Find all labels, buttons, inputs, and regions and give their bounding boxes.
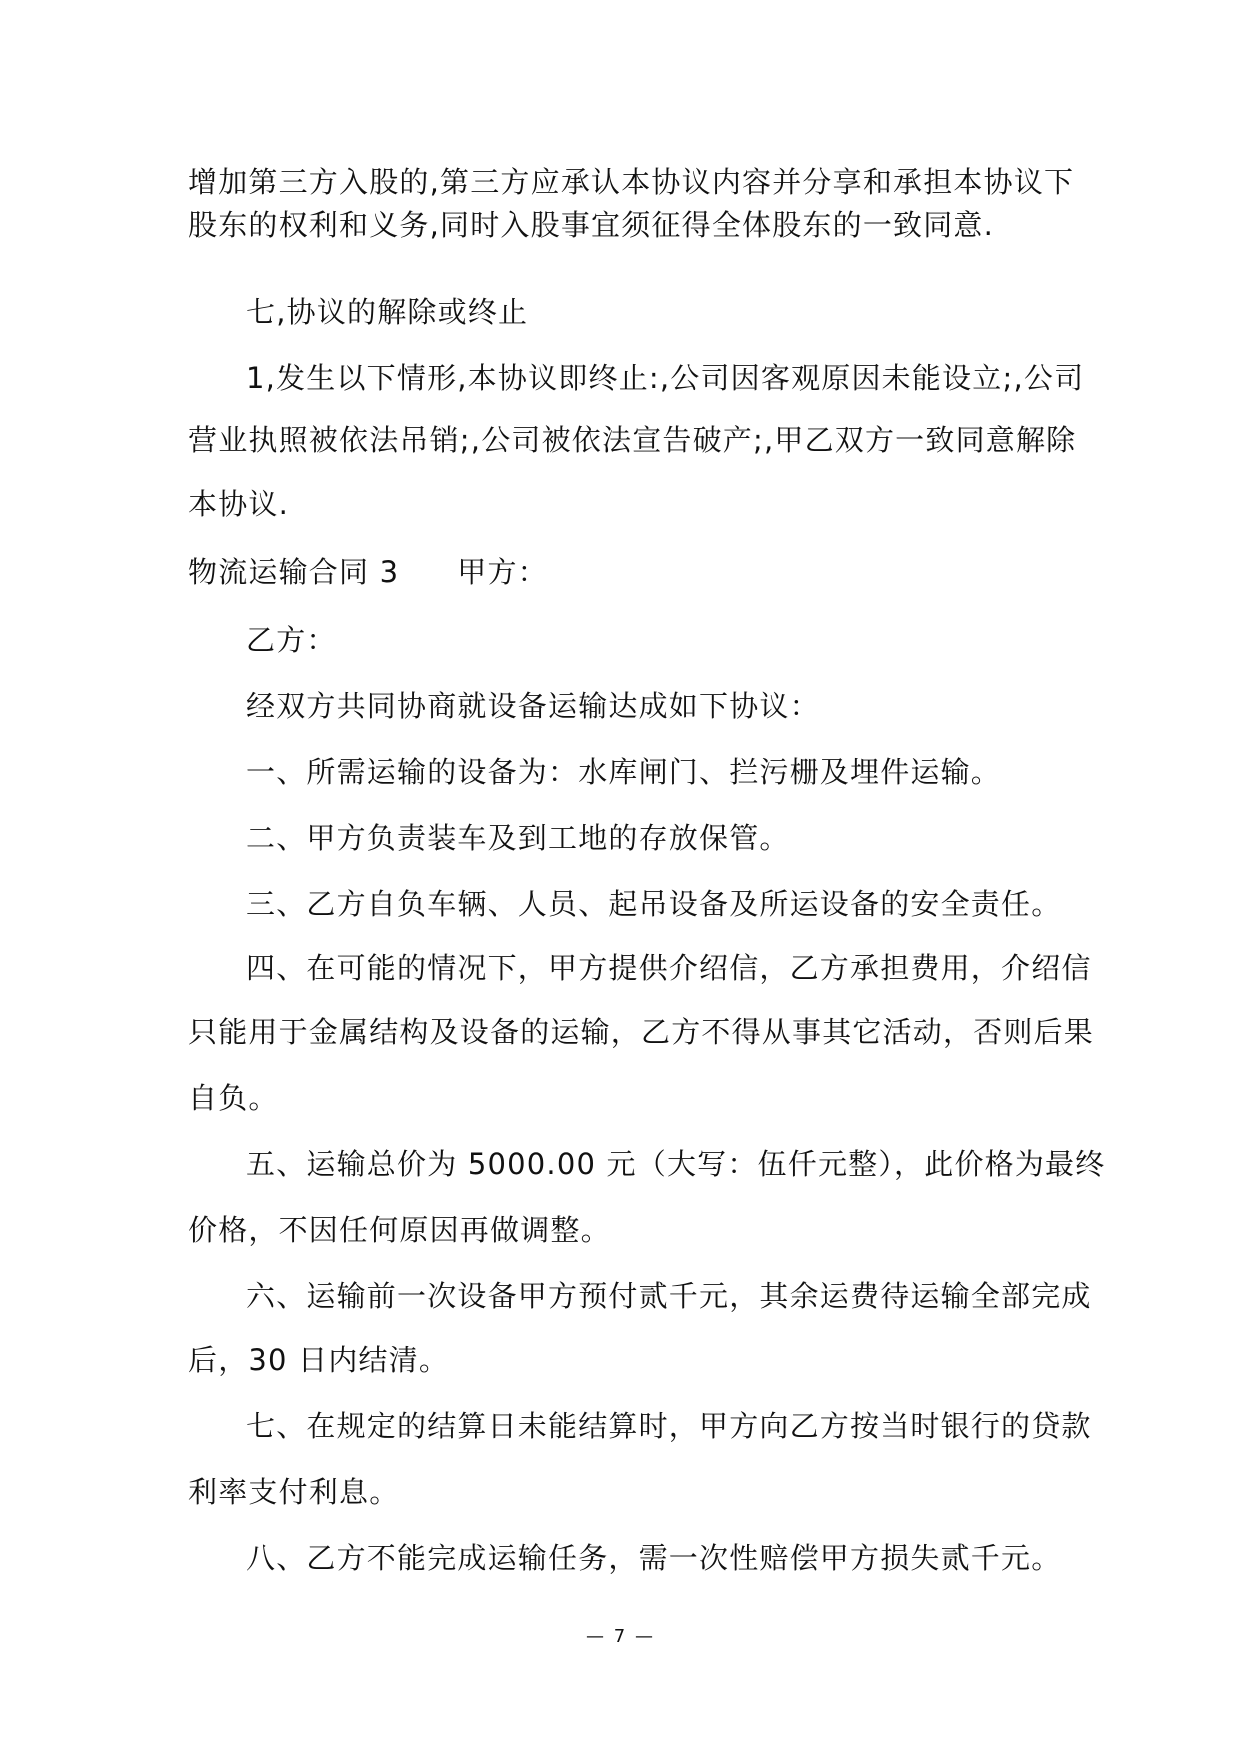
paragraph-line: 只能用于金属结构及设备的运输，乙方不得从事其它活动，否则后果: [188, 1015, 1095, 1049]
clause-8: 八、乙方不能完成运输任务，需一次性赔偿甲方损失贰千元。: [246, 1541, 1062, 1575]
paragraph-line: 经双方共同协商就设备运输达成如下协议：: [246, 689, 820, 723]
paragraph-line: 增加第三方入股的,第三方应承认本协议内容并分享和承担本协议下: [188, 165, 1075, 199]
paragraph-line: 利率支付利息。: [188, 1475, 400, 1509]
paragraph-line: 后，30 日内结清。: [188, 1343, 450, 1377]
paragraph-line: 本协议.: [188, 487, 290, 521]
party-b-label: 乙方：: [246, 623, 337, 657]
clause-1: 一、所需运输的设备为：水库闸门、拦污栅及埋件运输。: [246, 755, 1002, 789]
contract-heading: [188, 552, 548, 592]
party-a-label: 甲方：: [457, 555, 548, 589]
clause-6: 六、运输前一次设备甲方预付贰千元，其余运费待运输全部完成: [246, 1279, 1092, 1313]
paragraph-line: 营业执照被依法吊销;,公司被依法宣告破产;,甲乙双方一致同意解除: [188, 423, 1077, 457]
paragraph-line: 1,发生以下情形,本协议即终止:,公司因客观原因未能设立;,公司: [246, 361, 1085, 395]
clause-5: 五、运输总价为 5000.00 元（大写：伍仟元整），此价格为最终: [246, 1147, 1106, 1181]
paragraph-line: 价格，不因任何原因再做调整。: [188, 1213, 611, 1247]
paragraph-line: 股东的权利和义务,同时入股事宜须征得全体股东的一致同意.: [188, 208, 995, 242]
clause-3: 三、乙方自负车辆、人员、起吊设备及所运设备的安全责任。: [246, 887, 1062, 921]
page-number: — 7 —: [586, 1626, 655, 1647]
clause-2: 二、甲方负责装车及到工地的存放保管。: [246, 821, 790, 855]
clause-4: 四、在可能的情况下，甲方提供介绍信，乙方承担费用，介绍信: [246, 951, 1092, 985]
paragraph-line: 自负。: [188, 1081, 279, 1115]
contract-title: 物流运输合同 3: [188, 555, 400, 589]
section-heading: 七,协议的解除或终止: [246, 295, 529, 329]
clause-7: 七、在规定的结算日未能结算时，甲方向乙方按当时银行的贷款: [246, 1409, 1092, 1443]
